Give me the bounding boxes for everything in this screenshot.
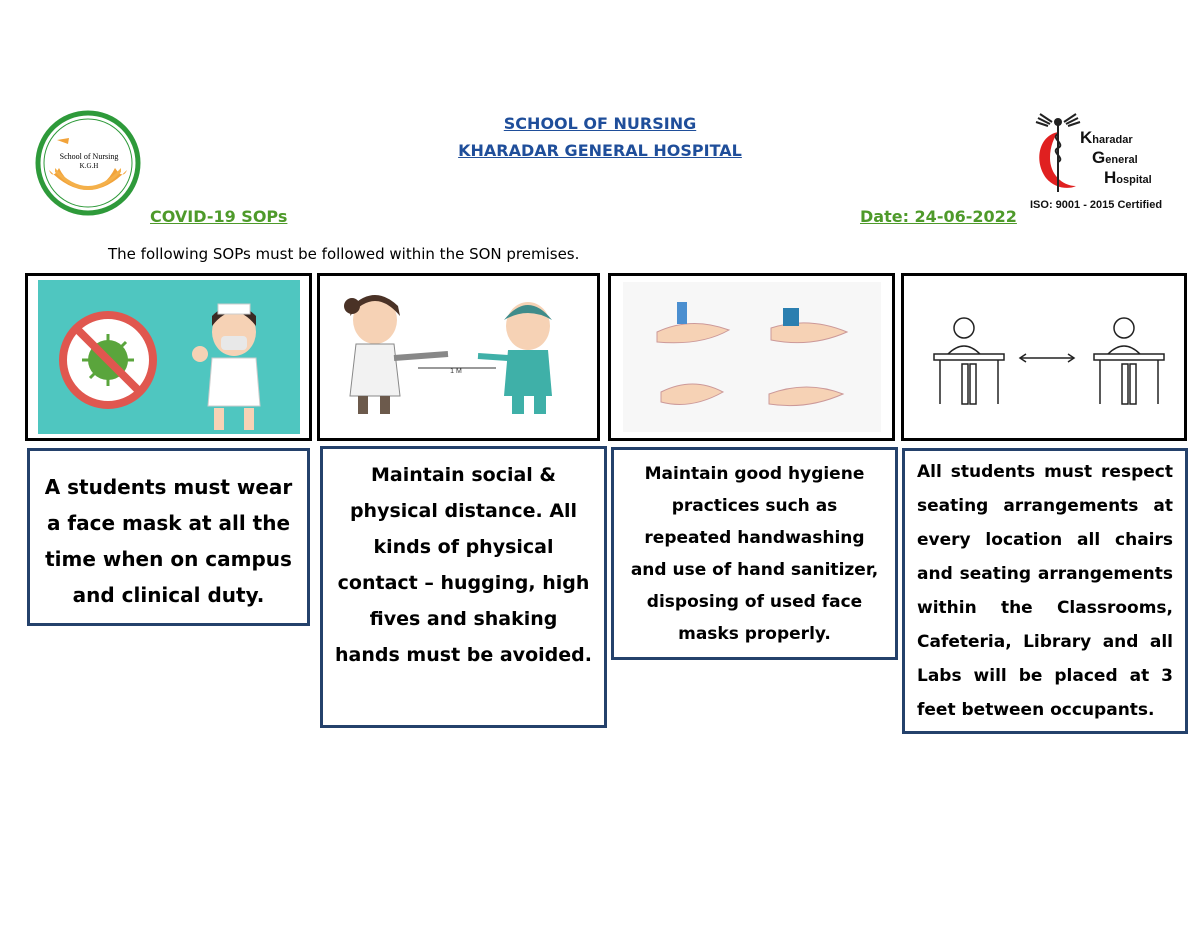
logo-text-ospital: ospital <box>1116 174 1152 186</box>
panel-2-image-frame <box>317 273 600 441</box>
panel-2-text-box <box>320 446 607 728</box>
social-distance-icon <box>320 276 597 438</box>
panel-1-text-box <box>27 448 310 626</box>
logo-line-hospital <box>1104 168 1152 188</box>
panel-1-image-frame <box>25 273 312 441</box>
document-date: Date: 24-06-2022 <box>860 207 1017 226</box>
logo-line-general <box>1092 148 1138 168</box>
seating-distance-icon <box>904 276 1184 438</box>
covid-sops-title: COVID-19 SOPs <box>150 207 288 226</box>
iso-certification: ISO: 9001 - 2015 Certified <box>1030 199 1163 211</box>
header-hospital-title: KHARADAR GENERAL HOSPITAL <box>458 141 742 160</box>
caduceus-crescent-icon <box>1028 112 1088 196</box>
logo-text-school: School of Nursing <box>59 152 119 161</box>
panel-3-text-box <box>611 447 898 660</box>
distance-label: 1 M <box>450 368 462 375</box>
logo-line-kharadar <box>1080 128 1133 148</box>
handwashing-icon <box>611 276 892 438</box>
panel-4-image-frame <box>901 273 1187 441</box>
panel-3-image-frame <box>608 273 895 441</box>
kharadar-hospital-logo <box>1028 108 1178 208</box>
panel-4-text: All students must respect seating arrangements at every location all chairs and seating arrangements within the Classrooms, Cafeteria, Library and all Labs will be placed at 3 feet between occupants. <box>917 462 1173 720</box>
intro-text: The following SOPs must be followed within the SON premises. <box>108 245 580 263</box>
logo-text-kgh: K.G.H <box>79 162 99 170</box>
nurse-mask-icon <box>28 276 309 438</box>
header-school-title: SCHOOL OF NURSING <box>503 114 697 133</box>
logo-text-haradar: haradar <box>1092 134 1133 146</box>
logo-text-eneral: eneral <box>1105 154 1138 166</box>
panel-2-text: Maintain social & physical distance. All kinds of physical contact – hugging, high fives and shaking hands must be avoided. <box>335 464 592 666</box>
panel-4-text-box <box>902 448 1188 734</box>
panel-3-text: Maintain good hygiene practices such as repeated handwashing and use of hand sanitizer, disposing of used face masks properly. <box>630 464 879 644</box>
logo-letter-h: H <box>1104 168 1117 187</box>
panel-1-text: A students must wear a face mask at all the time when on campus and clinical duty. <box>44 475 293 607</box>
logo-letter-g: G <box>1092 148 1106 167</box>
logo-letter-k: K <box>1080 128 1093 147</box>
